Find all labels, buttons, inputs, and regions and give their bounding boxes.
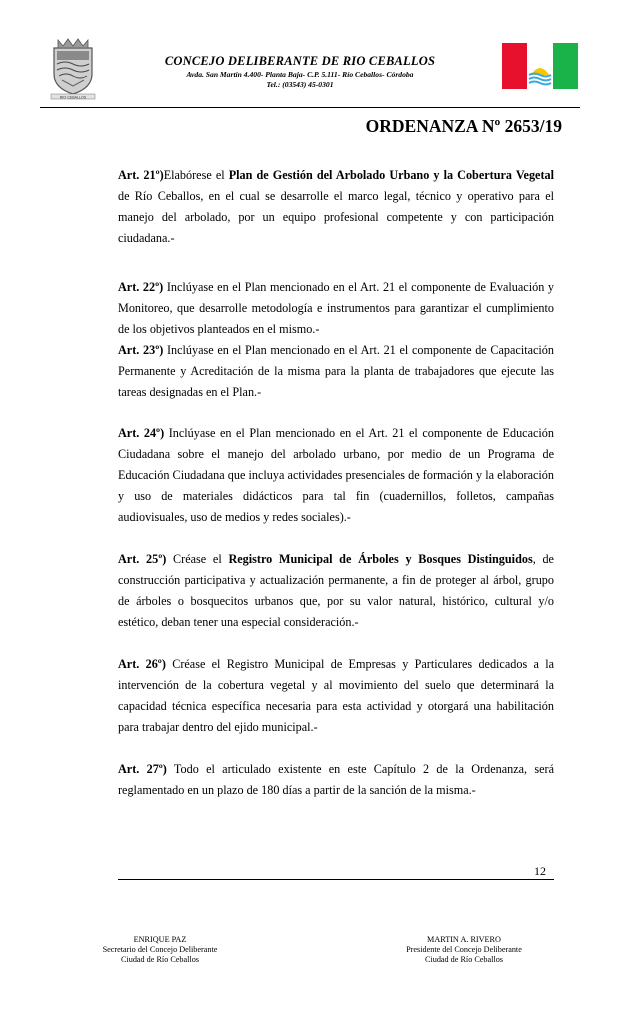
text-line — [118, 165, 554, 186]
municipal-crest-logo — [48, 34, 98, 100]
text-line — [118, 319, 554, 340]
article-label: Art. 27º) — [118, 762, 167, 776]
text-segment: Permanente y Acreditación de la misma para la planta de trabajadores que ejecute las — [118, 364, 554, 378]
crest-label: RIO CEBALLOS — [59, 95, 87, 100]
text-segment: Créase el — [166, 552, 229, 566]
article-26 — [118, 654, 554, 738]
signer-role: Presidente del Concejo Deliberante — [406, 945, 522, 954]
text-segment: Inclúyase en el Plan mencionado en el Art. 21 el componente de Evaluación y — [163, 280, 555, 294]
article-25 — [118, 549, 554, 633]
text-line — [118, 382, 554, 403]
text-line — [118, 207, 554, 228]
text-line — [118, 486, 554, 507]
text-line — [118, 507, 554, 528]
text-line — [118, 675, 554, 696]
text-segment: intervención de la cobertura vegetal y al movimiento del suelo que determinará la — [118, 678, 554, 692]
city-flag-logo — [502, 43, 578, 89]
article-27 — [118, 759, 554, 801]
text-line — [118, 298, 554, 319]
signer-place: Ciudad de Río Ceballos — [120, 955, 199, 964]
text-line — [118, 186, 554, 207]
article-21 — [118, 165, 554, 249]
ordinance-number: ORDENANZA Nº 2653/19 — [365, 116, 562, 136]
text-line — [118, 361, 554, 382]
bold-phrase: Registro Municipal de Árboles y Bosques Distinguidos — [228, 552, 533, 566]
text-line — [118, 549, 554, 570]
text-segment: estético, deban tener una especial consideración.- — [118, 615, 359, 629]
article-label: Art. 25º) — [118, 552, 167, 566]
header-divider — [40, 107, 580, 108]
article-label: Art. 24º) — [118, 426, 165, 440]
article-label: Art. 26º) — [118, 657, 166, 671]
text-line — [118, 423, 554, 444]
signer-name: ENRIQUE PAZ — [133, 935, 187, 944]
text-segment: de árboles o bosquecitos urbanos que, por su valor natural, histórico, cultural y/o — [118, 594, 554, 608]
text-segment: tareas designadas en el Plan.- — [118, 385, 262, 399]
signer-name: MARTIN A. RIVERO — [427, 935, 501, 944]
text-segment: y uso de materiales didácticos para tal fin (cuadernillos, folletos, campañas — [118, 489, 554, 503]
council-address: Avda. San Martín 4.400- Planta Baja- C.P. 5.111- Río Ceballos- Córdoba — [186, 70, 414, 79]
article-22 — [118, 277, 554, 340]
text-segment: de los objetivos planteados en el mismo.- — [118, 322, 320, 336]
text-line — [118, 465, 554, 486]
text-segment: Monitoreo, que desarrolle metodología e instrumentos para garantizar el cumplimiento — [118, 301, 554, 315]
text-line — [118, 570, 554, 591]
text-line — [118, 591, 554, 612]
text-segment: ciudadana.- — [118, 231, 175, 245]
text-segment: reglamentado en un plazo de 180 días a partir de la sanción de la misma.- — [118, 783, 476, 797]
text-segment: de Río Ceballos, en el cual se desarrolle el marco legal, técnico y operativo para el — [118, 189, 554, 203]
signer-place: Ciudad de Río Ceballos — [424, 955, 503, 964]
bold-phrase: Plan de Gestión del Arbolado Urbano y la Cobertura Vegetal — [228, 168, 554, 182]
footer-divider — [118, 879, 554, 880]
signature-president — [364, 935, 564, 965]
text-segment: Elabórese el — [163, 168, 229, 182]
text-segment: para trabajar dentro del ejido municipal.- — [118, 720, 318, 734]
text-segment: Créase el Registro Municipal de Empresas y Particulares dedicados a la — [165, 657, 554, 671]
text-line — [118, 340, 554, 361]
text-line — [118, 277, 554, 298]
article-label: Art. 21º) — [118, 168, 164, 182]
text-line — [118, 780, 554, 801]
text-line — [118, 444, 554, 465]
article-24 — [118, 423, 554, 528]
text-segment: capacidad técnica específica necesaria para esta actividad y otorgará una habilitación — [118, 699, 554, 713]
text-line — [118, 759, 554, 780]
text-line — [118, 696, 554, 717]
council-name: CONCEJO DELIBERANTE DE RIO CEBALLOS — [164, 54, 436, 68]
signature-secretary — [60, 935, 260, 965]
text-segment: Ciudadana sobre el manejo del arbolado urbano, por medio de un Programa de — [118, 447, 554, 461]
text-segment: Educación Ciudadana que incluya actividades presenciales de formación y la elaboración — [118, 468, 554, 482]
text-line — [118, 654, 554, 675]
council-phone: Tel.: (03543) 45-0301 — [266, 80, 334, 89]
signer-role: Secretario del Concejo Deliberante — [102, 945, 218, 954]
text-segment: , de — [532, 552, 554, 566]
text-segment: construcción participativa y actualización permanente, a fin de proteger al árbol, grupo — [118, 573, 554, 587]
text-line — [118, 228, 554, 249]
article-23 — [118, 340, 554, 403]
text-segment: Todo el articulado existente en este Capítulo 2 de la Ordenanza, será — [166, 762, 554, 776]
article-label: Art. 22º) — [118, 280, 164, 294]
text-segment: audiovisuales, uso de medios y redes sociales).- — [118, 510, 351, 524]
text-segment: manejo del arbolado, por un equipo profesional competente y con participación — [118, 210, 554, 224]
page-number: 12 — [534, 864, 546, 878]
text-line — [118, 717, 554, 738]
text-segment: Inclúyase en el Plan mencionado en el Art. 21 el componente de Capacitación — [163, 343, 554, 357]
article-label: Art. 23º) — [118, 343, 164, 357]
text-line — [118, 612, 554, 633]
text-segment: Inclúyase en el Plan mencionado en el Art. 21 el componente de Educación — [164, 426, 554, 440]
